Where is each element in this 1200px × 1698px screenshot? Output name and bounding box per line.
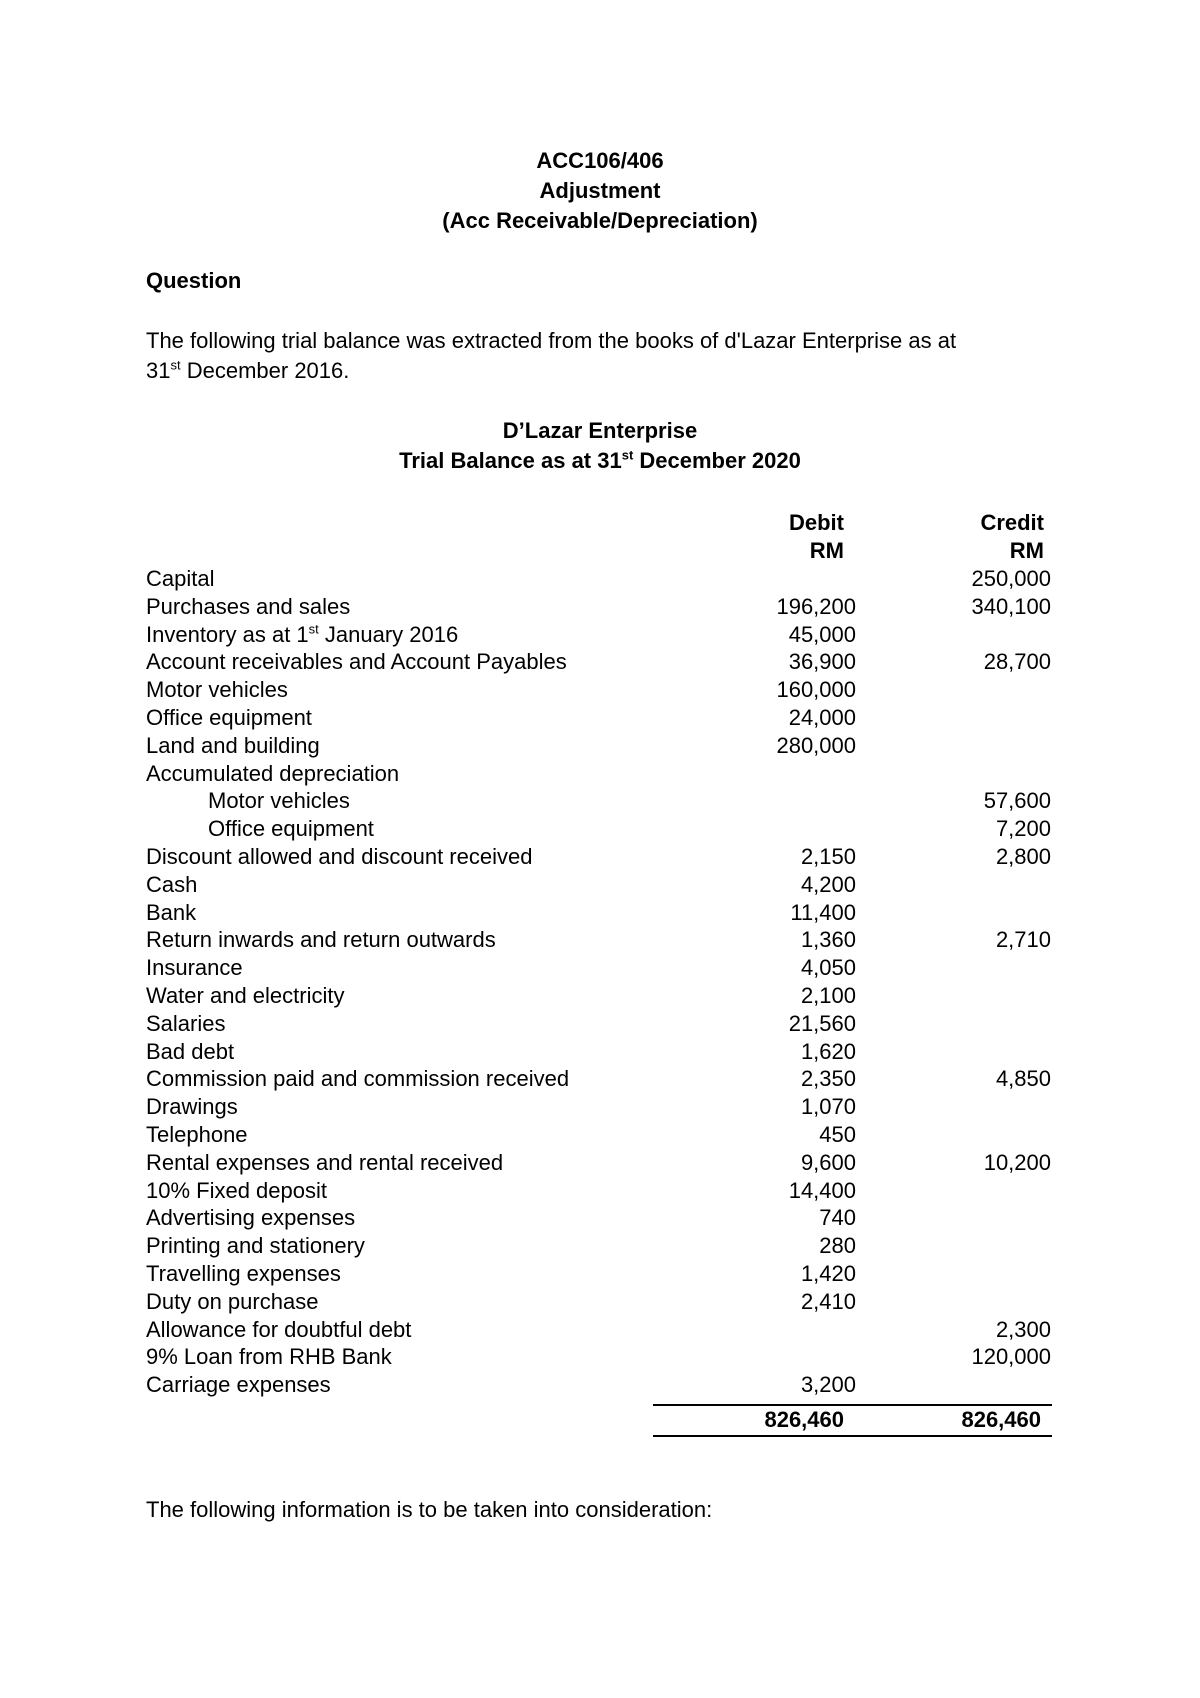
trial-balance-title: Trial Balance as at 31st December 2020 xyxy=(399,447,801,473)
debit-amount: 45,000 xyxy=(788,621,856,647)
account-label: Land and building xyxy=(146,732,320,758)
total-credit: 826,460 xyxy=(961,1407,1041,1432)
debit-amount: 450 xyxy=(819,1121,856,1147)
account-label: Office equipment xyxy=(146,704,312,730)
trial-balance-table xyxy=(146,565,1051,1399)
footer-note: The following information is to be taken into consideration: xyxy=(146,1497,713,1522)
intro-line-1: The following trial balance was extracted from the books of d'Lazar Enterprise as at xyxy=(146,328,957,353)
table-row xyxy=(146,1232,1046,1260)
credit-amount: 4,850 xyxy=(995,1066,1051,1092)
debit-amount: 1,070 xyxy=(800,1094,856,1120)
debit-amount: 4,200 xyxy=(800,871,856,897)
account-label: Water and electricity xyxy=(146,982,345,1008)
account-label: Bank xyxy=(146,899,197,925)
debit-amount: 24,000 xyxy=(788,704,856,730)
table-row xyxy=(146,1149,1051,1177)
table-row xyxy=(146,1177,1046,1205)
account-label: 10% Fixed deposit xyxy=(146,1177,327,1203)
question-heading: Question xyxy=(146,268,242,293)
credit-amount: 7,200 xyxy=(995,816,1051,842)
debit-amount: 14,400 xyxy=(788,1177,856,1203)
course-code: ACC106/406 xyxy=(536,148,664,173)
debit-header: Debit xyxy=(789,510,844,535)
debit-amount: 1,420 xyxy=(800,1260,856,1286)
table-row xyxy=(146,1038,1046,1066)
credit-amount: 340,100 xyxy=(971,593,1051,619)
debit-amount: 196,200 xyxy=(776,593,856,619)
debit-amount: 280,000 xyxy=(776,732,856,758)
credit-amount: 2,300 xyxy=(995,1316,1051,1342)
table-row xyxy=(146,1260,1046,1288)
account-label: Telephone xyxy=(146,1121,248,1147)
debit-amount: 280 xyxy=(819,1233,856,1259)
account-label: Printing and stationery xyxy=(146,1233,365,1259)
debit-amount: 740 xyxy=(819,1205,856,1231)
debit-amount: 11,400 xyxy=(790,899,856,925)
table-row xyxy=(146,704,1046,732)
table-row xyxy=(146,1371,1046,1399)
debit-amount: 21,560 xyxy=(788,1010,856,1036)
account-label: Inventory as at 1st January 2016 xyxy=(146,621,459,647)
table-row xyxy=(146,1316,1051,1344)
table-row xyxy=(146,1093,1046,1121)
debit-amount: 9,600 xyxy=(800,1149,856,1175)
debit-amount: 3,200 xyxy=(800,1372,856,1398)
credit-amount: 120,000 xyxy=(971,1344,1051,1370)
table-row xyxy=(146,982,1046,1010)
total-debit: 826,460 xyxy=(764,1407,844,1432)
debit-amount: 2,410 xyxy=(800,1288,856,1314)
table-row xyxy=(146,1010,1046,1038)
account-label: Rental expenses and rental received xyxy=(146,1149,504,1175)
document-subtitle: (Acc Receivable/Depreciation) xyxy=(442,208,758,233)
account-label: Motor vehicles xyxy=(146,677,288,703)
account-label: Insurance xyxy=(146,955,243,981)
credit-amount: 28,700 xyxy=(983,649,1051,675)
account-label: Bad debt xyxy=(146,1038,235,1064)
credit-amount: 57,600 xyxy=(983,788,1051,814)
credit-amount: 250,000 xyxy=(971,566,1051,591)
table-row xyxy=(146,565,1051,593)
account-label: Allowance for doubtful debt xyxy=(146,1316,412,1342)
credit-amount: 10,200 xyxy=(983,1149,1051,1175)
table-row xyxy=(146,899,1046,927)
account-label: Drawings xyxy=(146,1094,238,1120)
account-label: Purchases and sales xyxy=(146,593,351,619)
table-row xyxy=(146,843,1051,871)
account-label: Discount allowed and discount received xyxy=(146,843,533,869)
account-label: Motor vehicles xyxy=(208,788,350,814)
debit-amount: 4,050 xyxy=(800,955,856,981)
table-row xyxy=(146,621,1046,649)
debit-amount: 1,620 xyxy=(800,1038,856,1064)
account-label: Travelling expenses xyxy=(146,1260,341,1286)
credit-unit: RM xyxy=(1009,538,1044,563)
intro-line-2: 31st December 2016. xyxy=(146,357,350,383)
debit-amount: 2,150 xyxy=(800,843,856,869)
debit-amount: 2,100 xyxy=(800,982,856,1008)
table-row xyxy=(146,954,1046,982)
debit-amount: 1,360 xyxy=(800,927,856,953)
account-label: 9% Loan from RHB Bank xyxy=(146,1344,392,1370)
account-label: Return inwards and return outwards xyxy=(146,927,496,953)
table-row xyxy=(146,1065,1051,1093)
table-row xyxy=(146,815,1051,843)
table-row xyxy=(146,871,1046,899)
table-row xyxy=(146,926,1051,954)
account-label: Carriage expenses xyxy=(146,1372,331,1398)
debit-amount: 36,900 xyxy=(788,649,856,675)
table-row xyxy=(146,1288,1046,1316)
credit-amount: 2,800 xyxy=(995,843,1051,869)
account-label: Account receivables and Account Payables xyxy=(146,649,567,675)
table-row xyxy=(146,648,1051,676)
credit-amount: 2,710 xyxy=(995,927,1051,953)
account-label: Capital xyxy=(146,566,215,591)
document-title: Adjustment xyxy=(539,178,661,203)
table-row xyxy=(146,1121,1046,1149)
table-row xyxy=(146,1343,1051,1371)
account-label: Office equipment xyxy=(208,816,374,842)
account-label: Accumulated depreciation xyxy=(146,760,400,786)
table-row xyxy=(146,676,1046,704)
account-label: Duty on purchase xyxy=(146,1288,319,1314)
table-row xyxy=(146,760,1046,788)
table-row xyxy=(146,1204,1046,1232)
totals-bottom-rule xyxy=(653,1435,1052,1437)
debit-amount: 2,350 xyxy=(800,1066,856,1092)
debit-amount: 160,000 xyxy=(776,677,856,703)
table-row xyxy=(146,787,1051,815)
table-row xyxy=(146,732,1046,760)
company-name: D’Lazar Enterprise xyxy=(502,418,698,443)
credit-header: Credit xyxy=(980,510,1044,535)
account-label: Advertising expenses xyxy=(146,1205,356,1231)
totals-row xyxy=(0,1404,1200,1438)
debit-unit: RM xyxy=(809,538,844,563)
account-label: Commission paid and commission received xyxy=(146,1066,570,1092)
account-label: Salaries xyxy=(146,1010,226,1036)
table-row xyxy=(146,593,1051,621)
account-label: Cash xyxy=(146,871,198,897)
